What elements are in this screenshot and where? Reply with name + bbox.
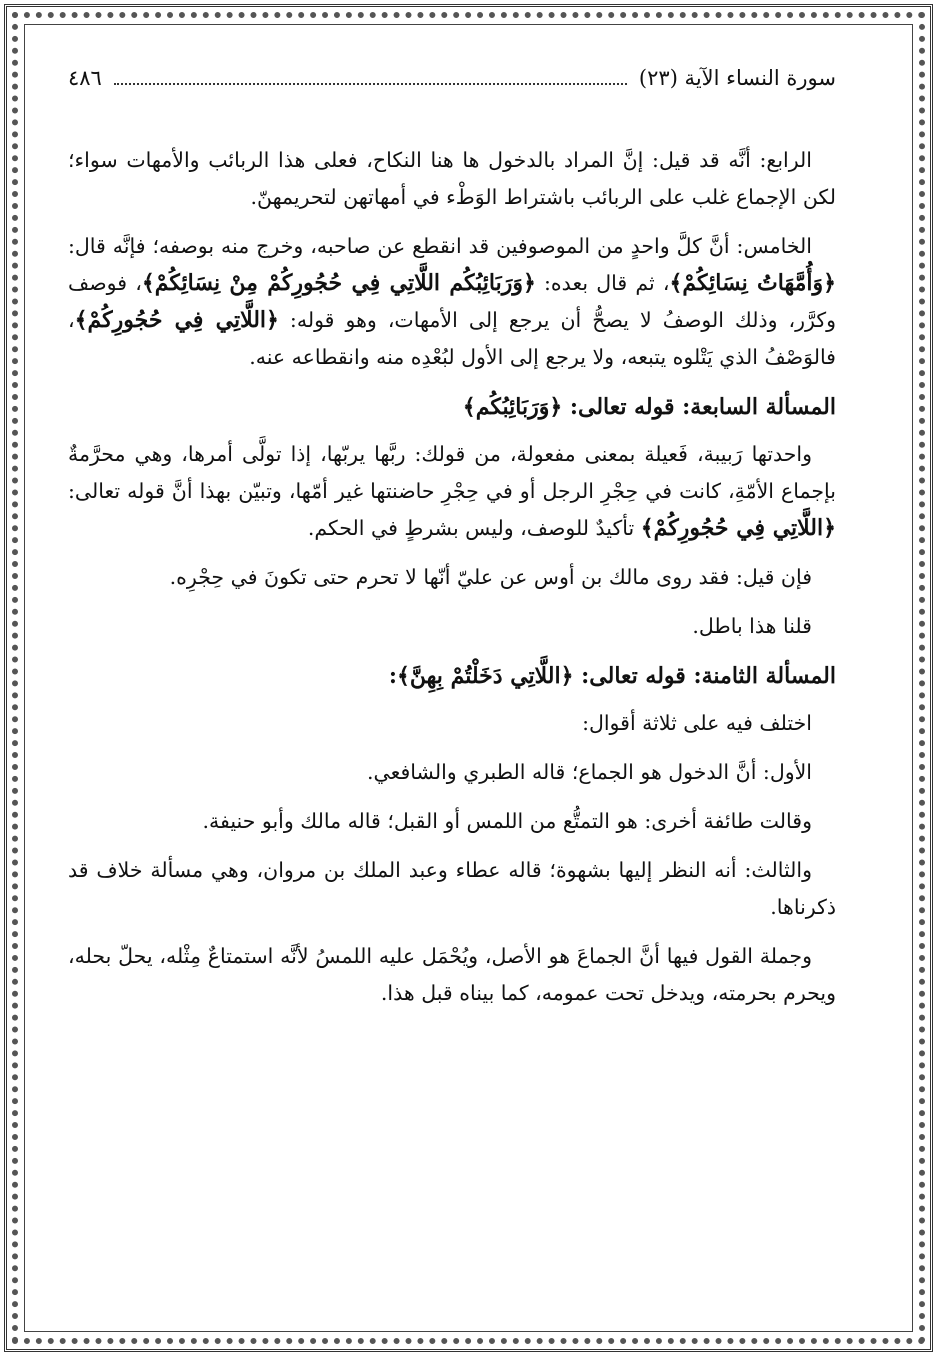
section-heading-seventh	[68, 388, 836, 426]
quran-quote: ﴿اللَّاتِي فِي حُجُورِكُمْ﴾	[640, 515, 836, 541]
text-run: ، ثم قال بعده:	[535, 271, 670, 295]
section-heading-eighth	[68, 657, 836, 695]
paragraph-rabiba	[68, 436, 836, 547]
paragraph-opinion-third: والثالث: أنه النظر إليها بشهوة؛ قاله عطاء وعبد الملك بن مروان، وهي مسألة خلاف قد ذكرناها.	[68, 858, 836, 919]
paragraph-intro-opinions: اختلف فيه على ثلاثة أقوال:	[582, 711, 812, 735]
paragraph-fourth: الرابع: أنَّه قد قيل: إنَّ المراد بالدخول ها هنا النكاح، فعلى هذا الربائب والأمهات سواء؛ لكن الإجماع غلب على الربائب باشتراط الوَطْء في أمهاتهن لتحريمهنّ.	[68, 148, 836, 209]
paragraph-opinion-second: وقالت طائفة أخرى: هو التمتُّع من اللمس أو القبل؛ قاله مالك وأبو حنيفة.	[202, 809, 812, 833]
leader-dots	[114, 63, 627, 85]
quran-quote: ﴿وَأُمَّهَاتُ نِسَائِكُمْ﴾	[669, 270, 836, 296]
running-header	[68, 58, 836, 98]
heading-label: المسألة السابعة: قوله تعالى:	[562, 394, 836, 420]
paragraph-conclusion: وجملة القول فيها أنَّ الجماعَ هو الأصل، ويُحْمَل عليه اللمسُ لأنَّه استمتاعٌ مِثْله، يحلّ بحله، ويحرم بحرمته، ويدخل تحت عمومه، كما بيناه قبل هذا.	[68, 944, 836, 1005]
paragraph-reply: قلنا هذا باطل.	[692, 614, 812, 638]
running-title: سورة النساء الآية (٢٣)	[638, 66, 836, 90]
text-run: ، فوصف وكرَّر، وذلك الوصفُ لا يصحُّ أن يرجع إلى الأمهات، وهو قوله:	[68, 271, 836, 332]
text-run: تأكيدٌ للوصف، وليس بشرطٍ في الحكم.	[307, 516, 641, 540]
text-run: ، فالوَصْفُ الذي يَتْلوه يتبعه، ولا يرجع إلى الأول لبُعْدِه منه وانقطاعه عنه.	[68, 308, 836, 369]
text-run: الخامس: أنَّ كلَّ واحدٍ من الموصوفين قد انقطع عن صاحبه، وخرج منه بوصفه؛ فإنَّه قال:	[68, 234, 812, 258]
paragraph-fifth	[68, 228, 836, 376]
heading-colon: :	[388, 663, 398, 689]
heading-label: المسألة الثامنة: قوله تعالى:	[573, 663, 836, 689]
quran-quote: ﴿اللَّاتِي دَخَلْتُمْ بِهِنَّ﴾	[397, 663, 574, 689]
text-run: واحدتها رَبيبة، فَعيلة بمعنى مفعولة، من قولك: ربَّها يربّها، إذا تولَّى أمرها، وهي محرَّمةٌ بإجماع الأمّةِ، كانت في حِجْرِ الرجل أو في حِجْرِ حاضنتها غير أمّها، وتبيّن بهذا أنَّ قوله تعالى:	[68, 442, 836, 503]
page-number: ٤٨٦	[68, 66, 102, 90]
paragraph-opinion-first: الأول: أنَّ الدخول هو الجماع؛ قاله الطبري والشافعي.	[367, 760, 812, 784]
paragraph-objection: فإن قيل: فقد روى مالك بن أوس عن عليّ أنّها لا تحرم حتى تكونَ في حِجْرِه.	[169, 565, 812, 589]
quran-quote: ﴿وَرَبَائِبُكُم﴾	[462, 394, 563, 420]
quran-quote: ﴿اللَّاتِي فِي حُجُورِكُمْ﴾	[74, 307, 279, 333]
quran-quote: ﴿وَرَبَائِبُكُم اللَّاتِي فِي حُجُورِكُمْ مِنْ نِسَائِكُمْ﴾	[141, 270, 536, 296]
page-body	[68, 142, 836, 1012]
book-page	[68, 58, 836, 1024]
